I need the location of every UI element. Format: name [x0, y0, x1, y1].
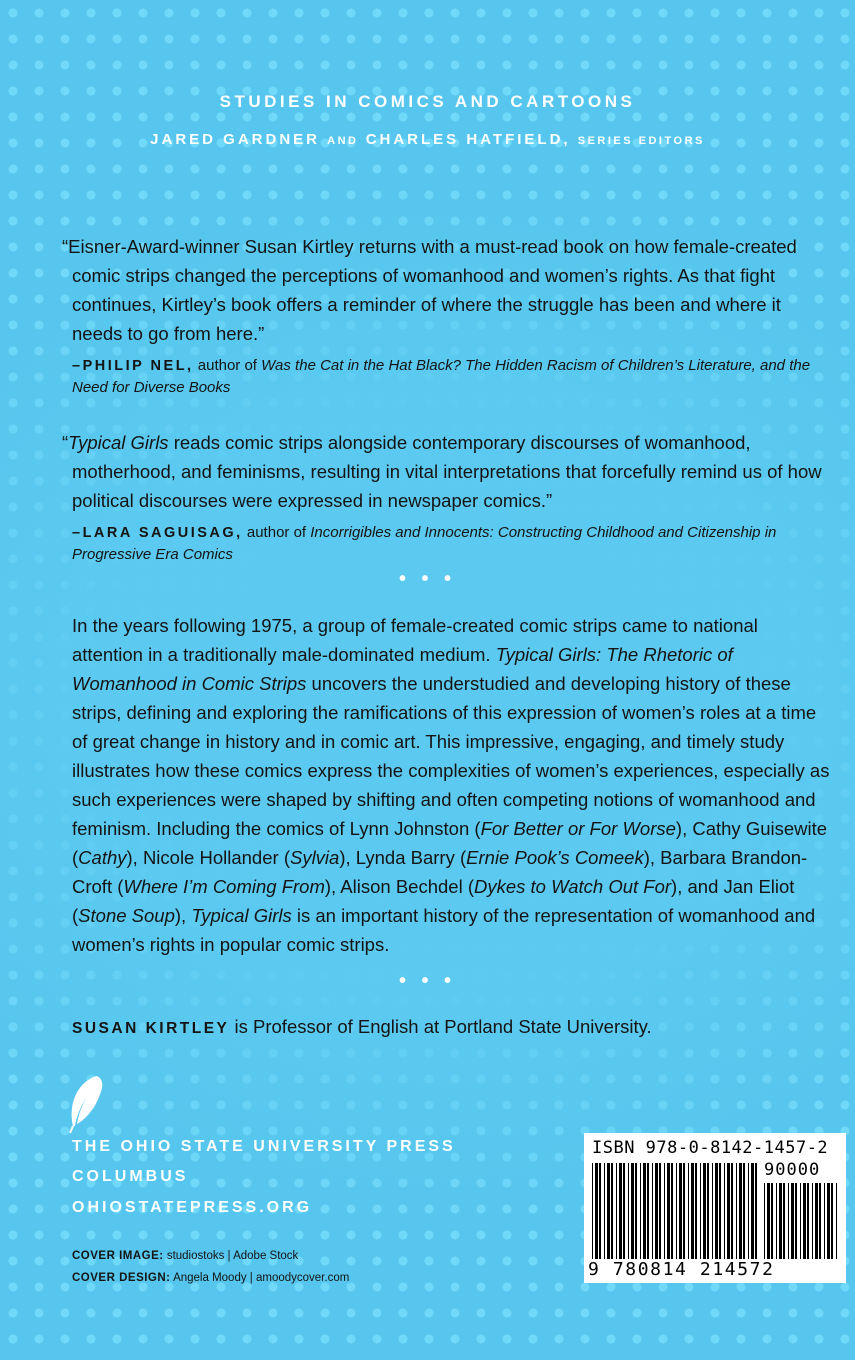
barcode-bar: [604, 1163, 605, 1259]
barcode-bar: [764, 1183, 765, 1259]
barcode-bar: [619, 1163, 622, 1259]
description-text: ), Lynda Barry (: [339, 847, 467, 868]
comic-title: Cathy: [78, 847, 127, 868]
barcode-bar: [731, 1163, 733, 1259]
series-editor-2: CHARLES HATFIELD,: [365, 131, 571, 148]
series-editors: [0, 131, 855, 148]
description-text: In the years following 1975, a group of female-created comic strips came to national attention in a traditionally male-dominated medium.: [72, 615, 758, 665]
blurb-text: “Eisner-Award-winner Susan Kirtley returns with a must-read book on how female-created comic strips changed the perceptions of womanhood and women’s rights. As that fight continues, Kirtley’s book offers a reminder of where the struggle has been and where it needs to go from here.”: [62, 236, 797, 344]
barcode-bar: [736, 1163, 737, 1259]
barcode-bar: [788, 1183, 789, 1259]
credit-label: COVER IMAGE:: [72, 1250, 164, 1262]
publisher-city: COLUMBUS: [72, 1168, 189, 1185]
barcode-bar: [739, 1163, 742, 1259]
barcode-bar: [664, 1163, 665, 1259]
description-text: ),: [174, 905, 192, 926]
series-role: SERIES EDITORS: [577, 135, 705, 147]
barcode-bar: [599, 1163, 601, 1259]
barcode-bar: [803, 1183, 806, 1259]
author-bio: [72, 1012, 832, 1043]
barcode-bar: [831, 1183, 833, 1259]
comic-title: Stone Soup: [78, 905, 175, 926]
barcode-bar: [595, 1163, 598, 1259]
barcode-bar: [700, 1163, 701, 1259]
separator-dots: • • •: [398, 568, 457, 590]
barcode-bar: [836, 1183, 837, 1259]
barcode-bar: [616, 1163, 617, 1259]
barcode-bar: [827, 1183, 830, 1259]
barcode-bar: [719, 1163, 721, 1259]
description-text: ), and Jan Eliot (: [72, 876, 795, 926]
barcode-bar: [715, 1163, 718, 1259]
blurb-author-name: –PHILIP NEL,: [72, 358, 194, 374]
credit-label: COVER DESIGN:: [72, 1272, 171, 1284]
publisher-name: THE OHIO STATE UNIVERSITY PRESS: [72, 1138, 456, 1155]
book-description: [72, 611, 832, 959]
comic-title: Ernie Pook’s Comeek: [466, 847, 644, 868]
blurb-author-of: author of: [246, 524, 307, 541]
barcode-digits: 9 780814 214572: [588, 1259, 775, 1280]
description-book-title: Typical Girls: The Rhetoric of Womanhood in Comic Strips: [72, 644, 733, 694]
barcode-bar: [703, 1163, 706, 1259]
description-text: ), Alison Bechdel (: [324, 876, 474, 897]
description-text: uncovers the understudied and developing history of these strips, defining and exploring the ramifications of this expression of women’s roles at a time of great change in history and in comic art. This impressive, engaging, and timely study illustrates how these comics express the complexities of women’s experiences, especially as such experiences were shaped by shifting and often competing notions of womanhood and feminism. Including the comics of Lynn Johnston (: [72, 673, 830, 839]
barcode-bar: [707, 1163, 709, 1259]
barcode-bar: [643, 1163, 646, 1259]
barcode-bar: [592, 1163, 593, 1259]
barcode-bar: [695, 1163, 697, 1259]
blurb-author-name: –LARA SAGUISAG,: [72, 525, 243, 541]
barcode-bar: [767, 1183, 770, 1259]
blurb-author-of: author of: [197, 357, 257, 374]
barcode-bar: [815, 1183, 818, 1259]
barcode-bar: [819, 1183, 821, 1259]
comic-title: For Better or For Worse: [480, 818, 676, 839]
barcode-bar: [640, 1163, 641, 1259]
barcode-bar: [751, 1163, 754, 1259]
description-text: ), Barbara Brandon-Croft (: [72, 847, 808, 897]
cover-design-credit: [72, 1272, 349, 1284]
barcode-bar: [631, 1163, 634, 1259]
barcode-bar: [671, 1163, 673, 1259]
barcode-main-bars: [592, 1163, 758, 1259]
separator-dots: • • •: [398, 970, 457, 992]
barcode-bar: [647, 1163, 649, 1259]
blurb-book-title: Typical Girls: [68, 432, 169, 453]
description-text: is an important history of the representation of womanhood and women’s rights in popular comic strips.: [72, 905, 816, 955]
barcode-bar: [683, 1163, 685, 1259]
barcode-bar: [743, 1163, 745, 1259]
barcode-bar: [607, 1163, 610, 1259]
barcode-bar: [611, 1163, 613, 1259]
author-bio-text: is Professor of English at Portland State University.: [229, 1016, 652, 1037]
comic-title: Where I’m Coming From: [123, 876, 325, 897]
barcode-bar: [791, 1183, 794, 1259]
blurb-quote-1: [62, 232, 832, 399]
series-and: AND: [327, 135, 359, 147]
barcode-bar: [635, 1163, 637, 1259]
comic-title: Sylvia: [289, 847, 340, 868]
barcode-bar: [659, 1163, 661, 1259]
barcode-bar: [688, 1163, 689, 1259]
barcode-bar: [795, 1183, 797, 1259]
publisher-url: OHIOSTATEPRESS.ORG: [72, 1199, 313, 1216]
blurb-author-work: Was the Cat in the Hat Black? The Hidden Racism of Children’s Literature, and the Need for Diverse Books: [72, 357, 811, 396]
series-editor-1: JARED GARDNER: [150, 131, 320, 148]
blurb-attribution: [62, 522, 832, 566]
barcode-bar: [755, 1163, 757, 1259]
description-text: ), Nicole Hollander (: [126, 847, 290, 868]
credit-value: studiostoks | Adobe Stock: [163, 1250, 299, 1262]
comic-title: Dykes to Watch Out For: [473, 876, 672, 897]
barcode-bar: [807, 1183, 809, 1259]
barcode-bar: [748, 1163, 749, 1259]
barcode-bar: [727, 1163, 730, 1259]
series-title: STUDIES IN COMICS AND CARTOONS: [219, 92, 636, 111]
barcode-bar: [652, 1163, 653, 1259]
feather-logo-icon: [66, 1074, 108, 1134]
description-text: ), Cathy Guisewite (: [72, 818, 828, 868]
barcode-bar: [724, 1163, 725, 1259]
barcode-bar: [623, 1163, 625, 1259]
credit-value: Angela Moody | amoodycover.com: [170, 1272, 350, 1284]
barcode-bar: [771, 1183, 773, 1259]
blurb-attribution: [62, 355, 832, 399]
blurb-text-rest: reads comic strips alongside contemporary discourses of womanhood, motherhood, and feminisms, resulting in vital interpretations that forcefully remind us of how political discourses were expressed in newspaper comics.”: [72, 432, 822, 511]
barcode-bar: [712, 1163, 713, 1259]
description-book-title: Typical Girls: [191, 905, 292, 926]
barcode-bar: [655, 1163, 658, 1259]
barcode-addon-bars: [764, 1183, 838, 1259]
barcode-bar: [691, 1163, 694, 1259]
barcode-bar: [667, 1163, 670, 1259]
barcode-bar: [783, 1183, 785, 1259]
blurb-open-quote: “: [62, 432, 69, 453]
isbn-barcode: [584, 1133, 846, 1283]
blurb-author-work: Incorrigibles and Innocents: Constructing Childhood and Citizenship in Progressive Era Comics: [72, 524, 777, 563]
cover-image-credit: [72, 1250, 298, 1262]
barcode-bar: [812, 1183, 813, 1259]
isbn-text: ISBN 978-0-8142-1457-2: [592, 1138, 829, 1158]
barcode-bar: [679, 1163, 682, 1259]
barcode-bar: [779, 1183, 782, 1259]
blurb-quote-2: [62, 428, 832, 566]
barcode-bar: [800, 1183, 801, 1259]
barcode-bar: [776, 1183, 777, 1259]
barcode-bar: [628, 1163, 629, 1259]
blurb-text: [62, 428, 832, 515]
barcode-bar: [824, 1183, 825, 1259]
author-name: SUSAN KIRTLEY: [72, 1020, 230, 1037]
barcode-bar: [676, 1163, 677, 1259]
price-code: 90000: [764, 1160, 821, 1180]
